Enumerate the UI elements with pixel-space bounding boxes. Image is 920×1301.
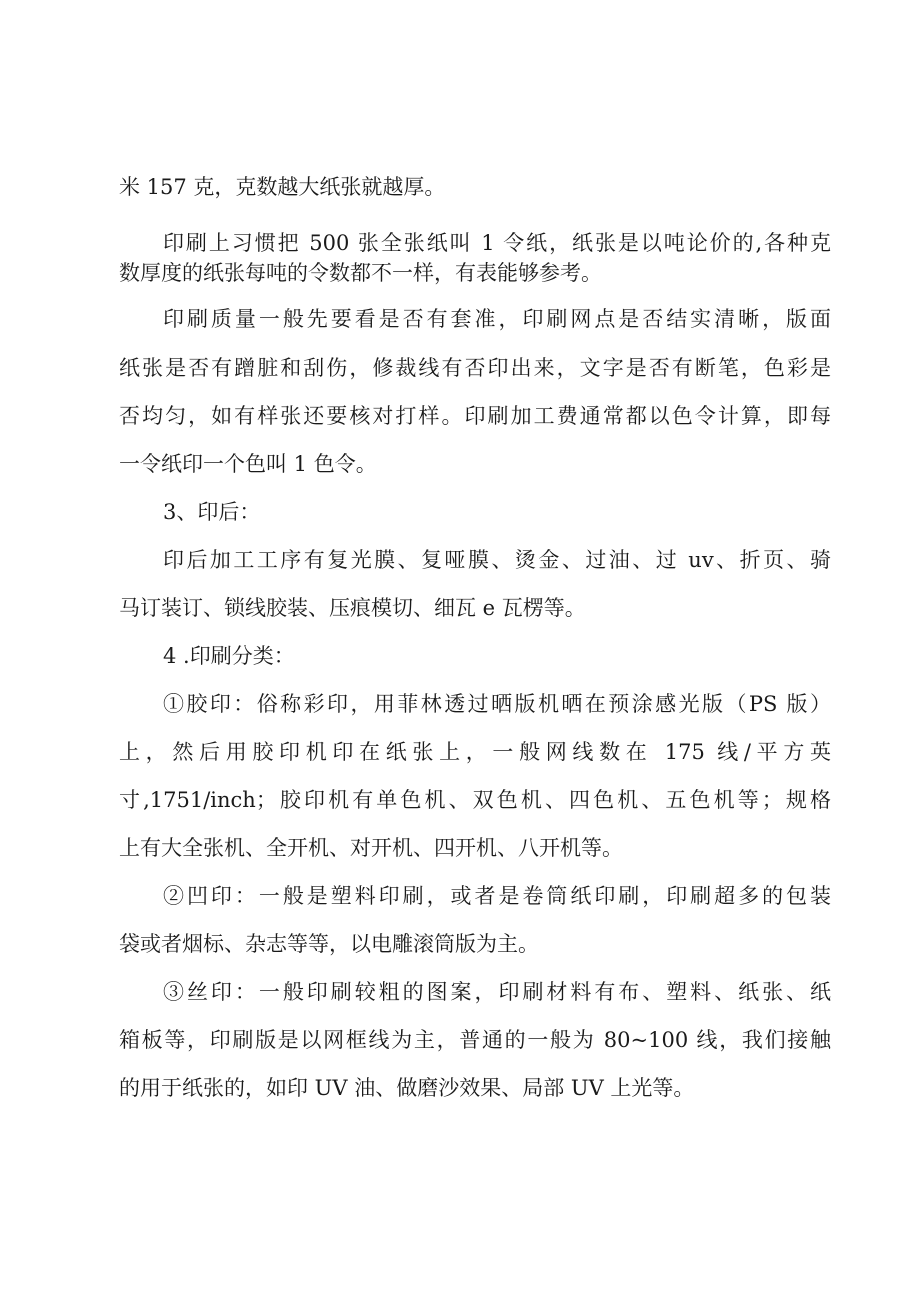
text-line: 袋或者烟标、杂志等等，以电雕滚筒版为主。 (119, 932, 539, 956)
text-line: 否均匀，如有样张还要核对打样。印刷加工费通常都以色令计算，即每 (119, 404, 831, 428)
text-line: 一令纸印一个色叫 1 色令。 (119, 452, 377, 476)
text-line: 寸,1751/inch；胶印机有单色机、双色机、四色机、五色机等；规格 (119, 788, 831, 812)
text-line: 纸张是否有蹭脏和刮伤，修裁线有否印出来，文字是否有断笔，色彩是 (119, 356, 831, 380)
text-line: ②凹印：一般是塑料印刷，或者是卷筒纸印刷，印刷超多的包装 (163, 884, 831, 908)
text-line: ③丝印：一般印刷较粗的图案，印刷材料有布、塑料、纸张、纸 (163, 980, 831, 1004)
text-line: 印后加工工序有复光膜、复哑膜、烫金、过油、过 uv、折页、骑 (163, 548, 831, 572)
text-line: 上，然后用胶印机印在纸张上，一般网线数在 175 线/平方英 (119, 740, 831, 764)
section-heading: 4 .印刷分类： (163, 644, 295, 668)
text-line: 上有大全张机、全开机、对开机、四开机、八开机等。 (119, 836, 623, 860)
text-line: 箱板等，印刷版是以网框线为主，普通的一般为 80~100 线，我们接触 (119, 1028, 831, 1052)
text-line: ①胶印：俗称彩印，用菲林透过晒版机晒在预涂感光版（PS 版） (163, 692, 831, 716)
text-line: 印刷质量一般先要看是否有套准，印刷网点是否结实清晰，版面 (163, 307, 831, 331)
text-line: 的用于纸张的，如印 UV 油、做磨沙效果、局部 UV 上光等。 (119, 1076, 695, 1100)
text-line: 米 157 克，克数越大纸张就越厚。 (119, 175, 446, 199)
text-line: 马订装订、锁线胶装、压痕模切、细瓦 e 瓦楞等。 (119, 596, 586, 620)
section-heading: 3、印后： (163, 500, 261, 524)
text-line: 印刷上习惯把 500 张全张纸叫 1 令纸，纸张是以吨论价的,各种克 (163, 231, 831, 255)
text-line: 数厚度的纸张每吨的令数都不一样，有表能够参考。 (119, 261, 602, 285)
